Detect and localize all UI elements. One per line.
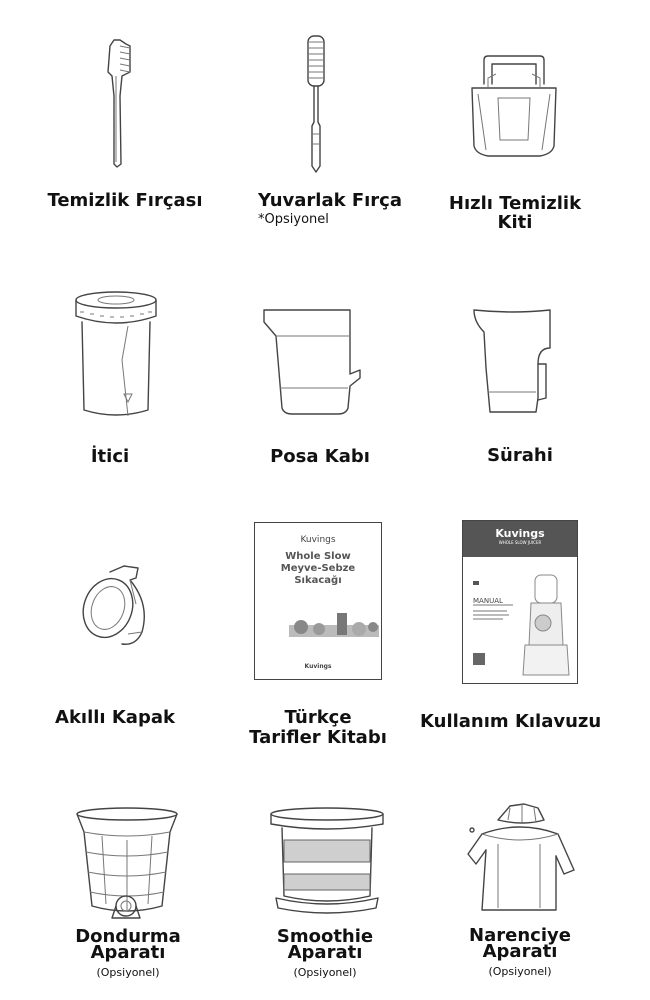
user-manual-brand-sub: WHOLE SLOW JUICER — [498, 540, 542, 545]
citrus-attachment-icon — [464, 800, 576, 916]
smart-cap-label: Akıllı Kapak — [55, 707, 175, 728]
quick-clean-kit-icon — [468, 54, 560, 164]
citrus-attachment-label-line-1: Narenciye — [469, 925, 571, 946]
user-manual-title: MANUAL — [473, 597, 503, 605]
round-brush-optional-note: *Opsiyonel — [258, 212, 329, 227]
ice-cream-attachment-optional-note: (Opsiyonel) — [96, 966, 160, 979]
recipe-book-label-line-2: Tarifler Kitabı — [249, 727, 387, 748]
jug-icon — [472, 308, 554, 416]
round-brush-icon — [298, 34, 334, 174]
cleaning-brush-icon — [100, 36, 140, 171]
recipe-book-footer-logo: Kuvings — [304, 663, 332, 670]
user-manual-brand: Kuvings — [495, 527, 545, 540]
ice-cream-attachment-label — [55, 926, 201, 963]
recipe-book-title — [255, 551, 381, 587]
ice-cream-attachment-label-line-1: Dondurma — [75, 926, 181, 947]
pulp-container-icon — [262, 308, 362, 416]
smoothie-attachment-label-line-2: Aparatı — [287, 942, 363, 963]
smoothie-attachment-optional-note: (Opsiyonel) — [293, 966, 357, 979]
smart-cap-icon — [80, 564, 154, 650]
pusher-label: İtici — [90, 446, 130, 467]
user-manual-cover — [462, 520, 578, 684]
smoothie-attachment-icon — [268, 806, 386, 918]
pusher-icon — [70, 290, 162, 422]
citrus-attachment-optional-note: (Opsiyonel) — [488, 965, 552, 978]
jug-label: Sürahi — [487, 445, 553, 466]
recipe-book-cover — [254, 522, 382, 680]
pulp-container-label: Posa Kabı — [270, 446, 370, 467]
quick-clean-kit-label-line-1: Hızlı Temizlik — [448, 193, 582, 214]
ice-cream-attachment-label-line-2: Aparatı — [90, 942, 166, 963]
recipe-book-brand: Kuvings — [300, 535, 336, 545]
user-manual-header-band — [463, 521, 577, 557]
round-brush-label: Yuvarlak Fırça — [257, 190, 402, 211]
recipe-book-photo — [289, 611, 379, 639]
ice-cream-attachment-icon — [72, 806, 182, 924]
recipe-book-title-line-2: Meyve-Sebze — [280, 563, 356, 574]
quick-clean-kit-label-line-2: Kiti — [497, 212, 533, 233]
recipe-book-title-line-1: Whole Slow — [285, 551, 351, 562]
user-manual-label: Kullanım Kılavuzu — [420, 711, 602, 732]
user-manual-juicer-illustration — [473, 575, 573, 679]
smoothie-attachment-label-line-1: Smoothie — [276, 926, 374, 947]
recipe-book-label-line-1: Türkçe — [284, 707, 352, 728]
citrus-attachment-label-line-2: Aparatı — [482, 941, 558, 962]
cleaning-brush-label: Temizlik Fırçası — [47, 190, 203, 211]
quick-clean-kit-label — [440, 194, 590, 232]
citrus-attachment-label — [445, 925, 595, 962]
smoothie-attachment-label — [250, 926, 400, 963]
recipe-book-title-line-3: Sıkacağı — [294, 575, 342, 586]
recipe-book-label — [233, 708, 403, 748]
